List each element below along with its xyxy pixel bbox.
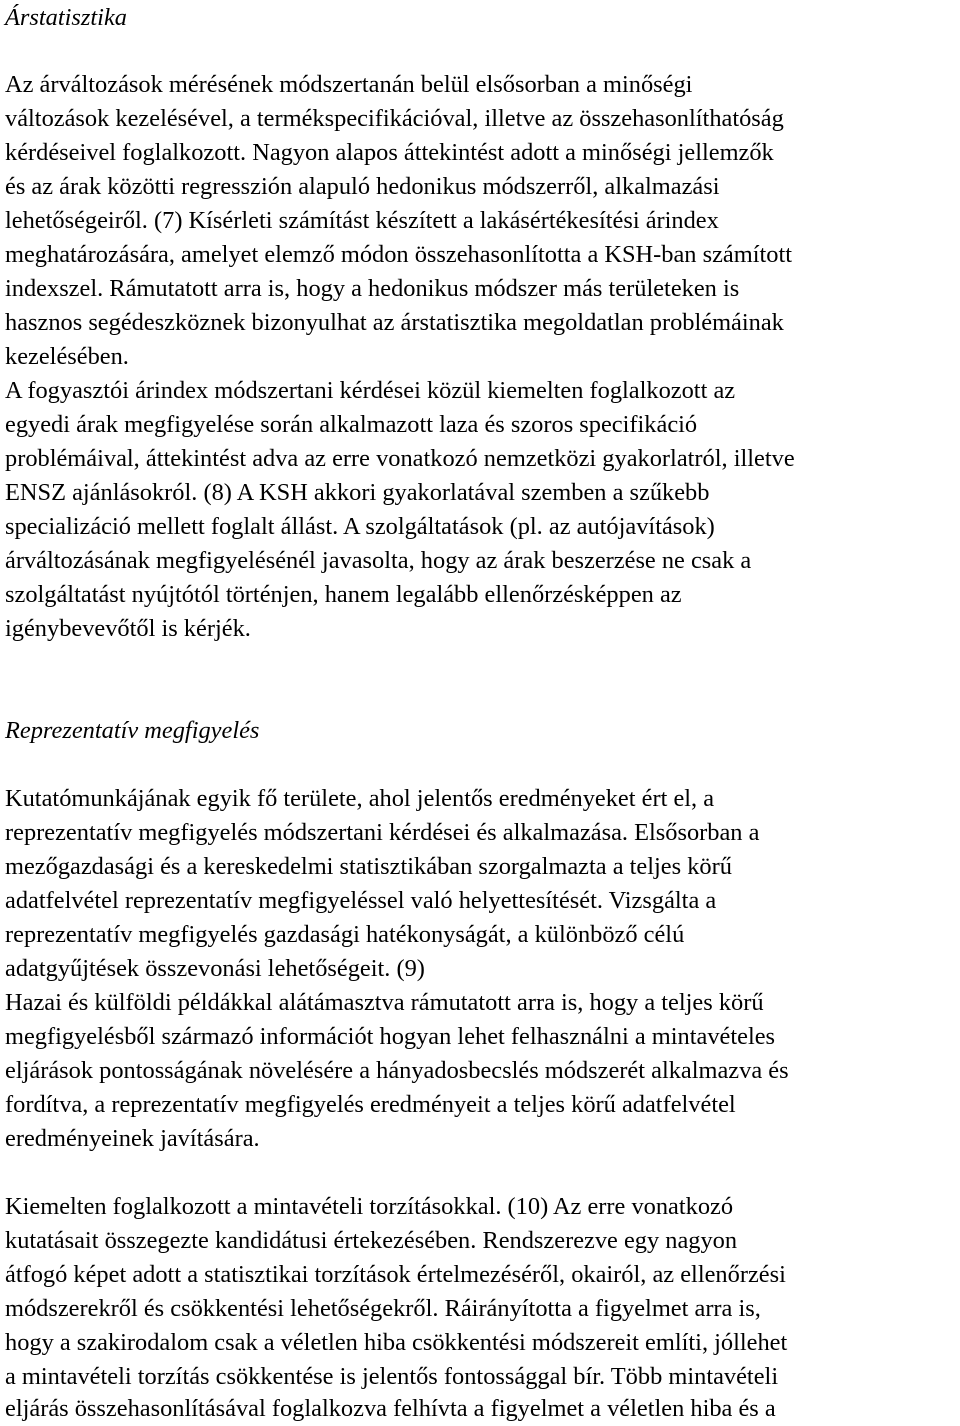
paragraph-line: megfigyelésből származó információt hogyan lehet felhasználni a mintavételes (5, 1023, 776, 1050)
paragraph-line: eljárások pontosságának növelésére a hányadosbecslés módszerét alkalmazva és (5, 1057, 789, 1084)
paragraph-line: változások kezelésével, a termékspecifikációval, illetve az összehasonlíthatóság (5, 105, 784, 132)
paragraph-line: egyedi árak megfigyelése során alkalmazott laza és szoros specifikáció (5, 411, 698, 438)
paragraph-line: átfogó képet adott a statisztikai torzítások értelmezéséről, okairól, az ellenőrzési (5, 1261, 786, 1288)
paragraph-line: meghatározására, amelyet elemző módon összehasonlította a KSH-ban számított (5, 241, 793, 268)
paragraph-line: árváltozásának megfigyelésénél javasolta, hogy az árak beszerzése ne csak a (5, 547, 752, 574)
paragraph-line: reprezentatív megfigyelés módszertani kérdései és alkalmazása. Elsősorban a (5, 819, 760, 846)
paragraph-line: lehetőségeiről. (7) Kísérleti számítást készített a lakásértékesítési árindex (5, 207, 719, 234)
paragraph-line: ENSZ ajánlásokról. (8) A KSH akkori gyakorlatával szemben a szűkebb (5, 479, 710, 506)
paragraph-line: eredményeinek javítására. (5, 1125, 260, 1152)
paragraph-line: igénybevevőtől is kérjék. (5, 615, 251, 642)
paragraph-line: eljárás összehasonlításával foglalkozva felhívta a figyelmet a véletlen hiba és a (5, 1395, 776, 1422)
section-heading-arstatisztika: Árstatisztika (5, 4, 127, 31)
paragraph-line: problémáival, áttekintést adva az erre vonatkozó nemzetközi gyakorlatról, illetve (5, 445, 795, 472)
paragraph-line: adatgyűjtések összevonási lehetőségeit. (9) (5, 955, 425, 982)
paragraph-line: kutatásait összegezte kandidátusi értekezésében. Rendszerezve egy nagyon (5, 1227, 738, 1254)
paragraph-line: mezőgazdasági és a kereskedelmi statisztikában szorgalmazta a teljes körű (5, 853, 732, 880)
paragraph-line: Hazai és külföldi példákkal alátámasztva rámutatott arra is, hogy a teljes körű (5, 989, 764, 1016)
paragraph-line: szolgáltatást nyújtótól történjen, hanem legalább ellenőrzésképpen az (5, 581, 682, 608)
paragraph-line: a mintavételi torzítás csökkentése is jelentős fontossággal bír. Több mintavételi (5, 1363, 779, 1390)
paragraph-line: módszerekről és csökkentési lehetőségekről. Ráirányította a figyelmet arra is, (5, 1295, 761, 1322)
paragraph-line: és az árak közötti regresszión alapuló hedonikus módszerről, alkalmazási (5, 173, 720, 200)
paragraph-line: A fogyasztói árindex módszertani kérdései közül kiemelten foglalkozott az (5, 377, 736, 404)
paragraph-line: specializáció mellett foglalt állást. A szolgáltatások (pl. az autójavítások) (5, 513, 715, 540)
section-heading-reprezentativ: Reprezentatív megfigyelés (5, 717, 260, 744)
paragraph-line: Kutatómunkájának egyik fő területe, ahol jelentős eredményeket ért el, a (5, 785, 715, 812)
paragraph-line: hasznos segédeszköznek bizonyulhat az árstatisztika megoldatlan problémáinak (5, 309, 784, 336)
paragraph-line: hogy a szakirodalom csak a véletlen hiba csökkentési módszereit említi, jóllehet (5, 1329, 788, 1356)
paragraph-line: Kiemelten foglalkozott a mintavételi torzításokkal. (10) Az erre vonatkozó (5, 1193, 734, 1220)
paragraph-line: reprezentatív megfigyelés gazdasági hatékonyságát, a különböző célú (5, 921, 685, 948)
paragraph-line: Az árváltozások mérésének módszertanán belül elsősorban a minőségi (5, 71, 693, 98)
paragraph-line: kérdéseivel foglalkozott. Nagyon alapos áttekintést adott a minőségi jellemzők (5, 139, 774, 166)
paragraph-line: kezelésében. (5, 343, 129, 370)
paragraph-line: indexszel. Rámutatott arra is, hogy a hedonikus módszer más területeken is (5, 275, 740, 302)
paragraph-line: adatfelvétel reprezentatív megfigyeléssel való helyettesítését. Vizsgálta a (5, 887, 717, 914)
paragraph-line: fordítva, a reprezentatív megfigyelés eredményeit a teljes körű adatfelvétel (5, 1091, 736, 1118)
